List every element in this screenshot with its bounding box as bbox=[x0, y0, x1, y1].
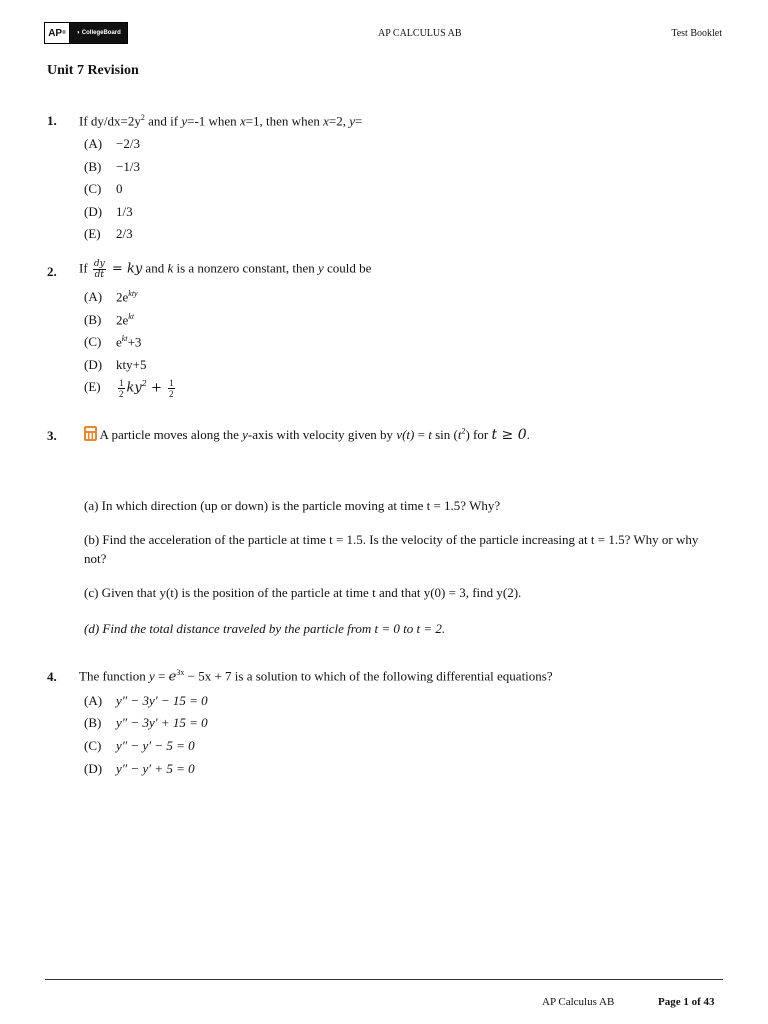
question-2-stem: If $\frac{dy}{dt}$ = ky and k is a nonzero constant, then y could be bbox=[79, 259, 372, 280]
page-number: Page 1 of 43 bbox=[658, 996, 715, 1008]
question-4-option-a[interactable]: (A) y″ − 3y′ − 15 = 0 bbox=[84, 693, 208, 708]
question-1-option-a[interactable]: (A) −2/3 bbox=[84, 136, 140, 151]
question-4-option-b[interactable]: (B) y″ − 3y′ + 15 = 0 bbox=[84, 715, 208, 730]
header-course-title: AP CALCULUS AB bbox=[378, 28, 462, 39]
question-4-stem: The function $y = e^{3x} - 5x + 7$ is a solution to which of the following differential equations? bbox=[79, 668, 553, 685]
question-1-option-c[interactable]: (C) 0 bbox=[84, 181, 123, 196]
question-4-number: 4. bbox=[47, 669, 57, 684]
question-1-option-b[interactable]: (B) −1/3 bbox=[84, 159, 140, 174]
question-2-option-a[interactable]: (A) $2e^{kty}$ bbox=[84, 289, 138, 305]
question-1-stem: If $dy/dx=2y^2$ and if y=-1 when x=1, then when x=2, y= bbox=[79, 113, 363, 129]
question-1-option-d[interactable]: (D) 1/3 bbox=[84, 204, 133, 219]
question-2-option-c[interactable]: (C) $e^{kt}+3$ bbox=[84, 334, 142, 350]
question-2-option-b[interactable]: (B) $2e^{kt}$ bbox=[84, 312, 135, 328]
question-1-option-e[interactable]: (E) 2/3 bbox=[84, 226, 133, 241]
question-1-number: 1. bbox=[47, 113, 57, 128]
footer-divider bbox=[45, 979, 723, 980]
question-3-stem: A particle moves along the y-axis with velocity given by v(t) = t $\sin (t^2)$ for t ≥ 0. bbox=[84, 426, 530, 443]
question-3-part-a: (a) In which direction (up or down) is the particle moving at time t = 1.5? Why? bbox=[84, 498, 501, 513]
question-4-option-d[interactable]: (D) y″ − y′ + 5 = 0 bbox=[84, 761, 195, 776]
ap-logo-mark: AP ® bbox=[45, 23, 70, 43]
question-3-part-c: (c) Given that y(t) is the position of the particle at time t and that y(0) = 3, find y(2). bbox=[84, 585, 522, 600]
question-3-part-b: (b) Find the acceleration of the particle at time t = 1.5. Is the velocity of the particle increasing at t = 1.5? Why or why not? bbox=[84, 532, 699, 566]
question-3-number: 3. bbox=[47, 428, 57, 443]
page-title: Unit 7 Revision bbox=[47, 63, 139, 78]
ap-collegeboard-logo bbox=[44, 22, 128, 44]
question-2-option-e[interactable]: (E) $\frac{1}{2}$ $ky^2$ + $\frac{1}{2}$ bbox=[84, 378, 174, 399]
collegeboard-logo-text: ◑ CollegeBoard bbox=[70, 23, 127, 43]
question-2-number: 2. bbox=[47, 264, 57, 279]
footer-course: AP Calculus AB bbox=[542, 996, 615, 1008]
header-booklet-label: Test Booklet bbox=[671, 28, 722, 39]
dy-dt-fraction: $\frac{dy}{dt}$ bbox=[93, 259, 105, 280]
question-2-option-d[interactable]: (D) kty+5 bbox=[84, 357, 147, 372]
question-3-part-d: (d) Find the total distance traveled by the particle from t = 0 to t = 2. bbox=[84, 621, 446, 636]
question-4-option-c[interactable]: (C) y″ − y′ − 5 = 0 bbox=[84, 738, 195, 753]
calculator-icon bbox=[84, 426, 97, 441]
